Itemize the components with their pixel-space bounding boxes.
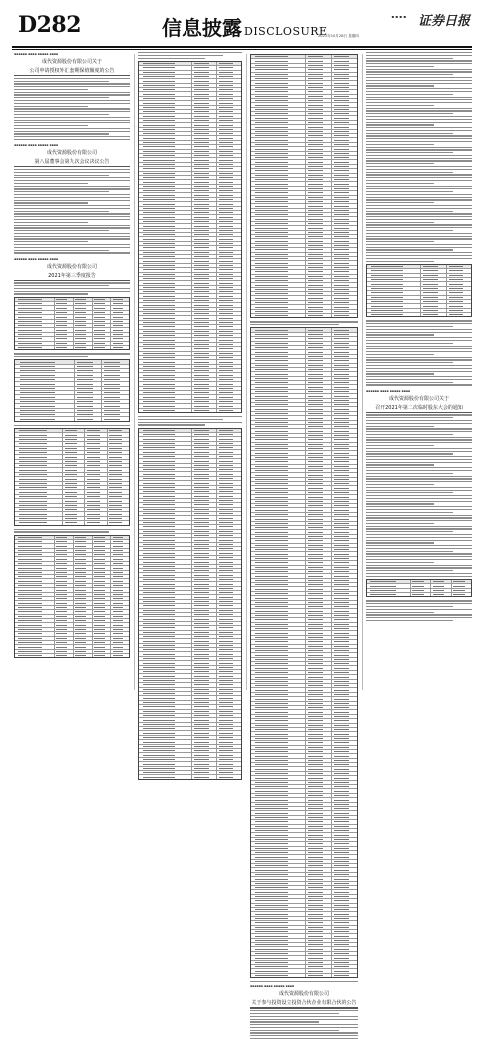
financial-table [250, 54, 358, 318]
financial-table [366, 579, 472, 598]
newspaper-logo: 证券日报 [417, 14, 470, 29]
financial-table [366, 264, 472, 318]
financial-table [138, 428, 242, 780]
section-title-en: DISCLOSURE [244, 25, 328, 38]
column-3 [250, 52, 358, 1007]
financial-table [14, 297, 130, 351]
column-divider [134, 54, 135, 690]
stock-code-line: ▪▪▪▪▪▪ ▪▪▪▪ ▪▪▪▪▪ ▪▪▪▪ [366, 388, 411, 393]
column-divider [362, 54, 363, 690]
masthead-date: 2021年10月28日 星期四 [318, 34, 359, 38]
stock-code-line: ▪▪▪▪▪▪ ▪▪▪▪ ▪▪▪▪▪ ▪▪▪▪ [14, 143, 59, 148]
column-1 [14, 52, 130, 692]
stock-code-line: ▪▪▪▪▪▪ ▪▪▪▪ ▪▪▪▪▪ ▪▪▪▪ [250, 984, 295, 989]
column-2 [138, 52, 242, 692]
section-title-cn: 信息披露 [162, 16, 242, 40]
financial-table [14, 535, 130, 659]
article-title: 成代资源股份有限公司 [278, 991, 329, 998]
masthead [12, 10, 472, 44]
article-subtitle: 关于参与投资设立投资合伙企业有限合伙的公告 [251, 1000, 357, 1007]
financial-table [14, 428, 130, 526]
column-4 [366, 52, 472, 692]
article-subtitle: 2021年第三季度报告 [48, 272, 96, 279]
article-subtitle: 公司申请授权外汇套期保值额度的公告 [29, 68, 115, 74]
article-subtitle: 召开2021年第二次临时股东大会的通知 [375, 404, 463, 411]
financial-table [14, 359, 130, 421]
masthead-editor-info: ▪ ▪ ▪ ▪ [391, 14, 406, 19]
section-title [162, 12, 328, 41]
article-subtitle: 第八届董事会第九次会议决议公告 [34, 159, 110, 166]
financial-table [250, 327, 358, 978]
page-number: D282 [18, 12, 82, 38]
stock-code-line: ▪▪▪▪▪▪ ▪▪▪▪ ▪▪▪▪▪ ▪▪▪▪ [14, 256, 59, 261]
article-title: 成代资源股份有限公司 [46, 263, 97, 270]
stock-code-line: ▪▪▪▪▪▪ ▪▪▪▪ ▪▪▪▪▪ ▪▪▪▪ [14, 52, 59, 56]
article-title: 成代资源股份有限公司关于 [388, 395, 449, 402]
financial-table [138, 61, 242, 413]
article-title: 成代资源股份有限公司 [46, 150, 97, 157]
masthead-rule-thin [12, 49, 472, 50]
column-divider [246, 54, 247, 690]
article-title: 成代资源股份有限公司关于 [41, 59, 102, 65]
masthead-rule [12, 46, 472, 48]
